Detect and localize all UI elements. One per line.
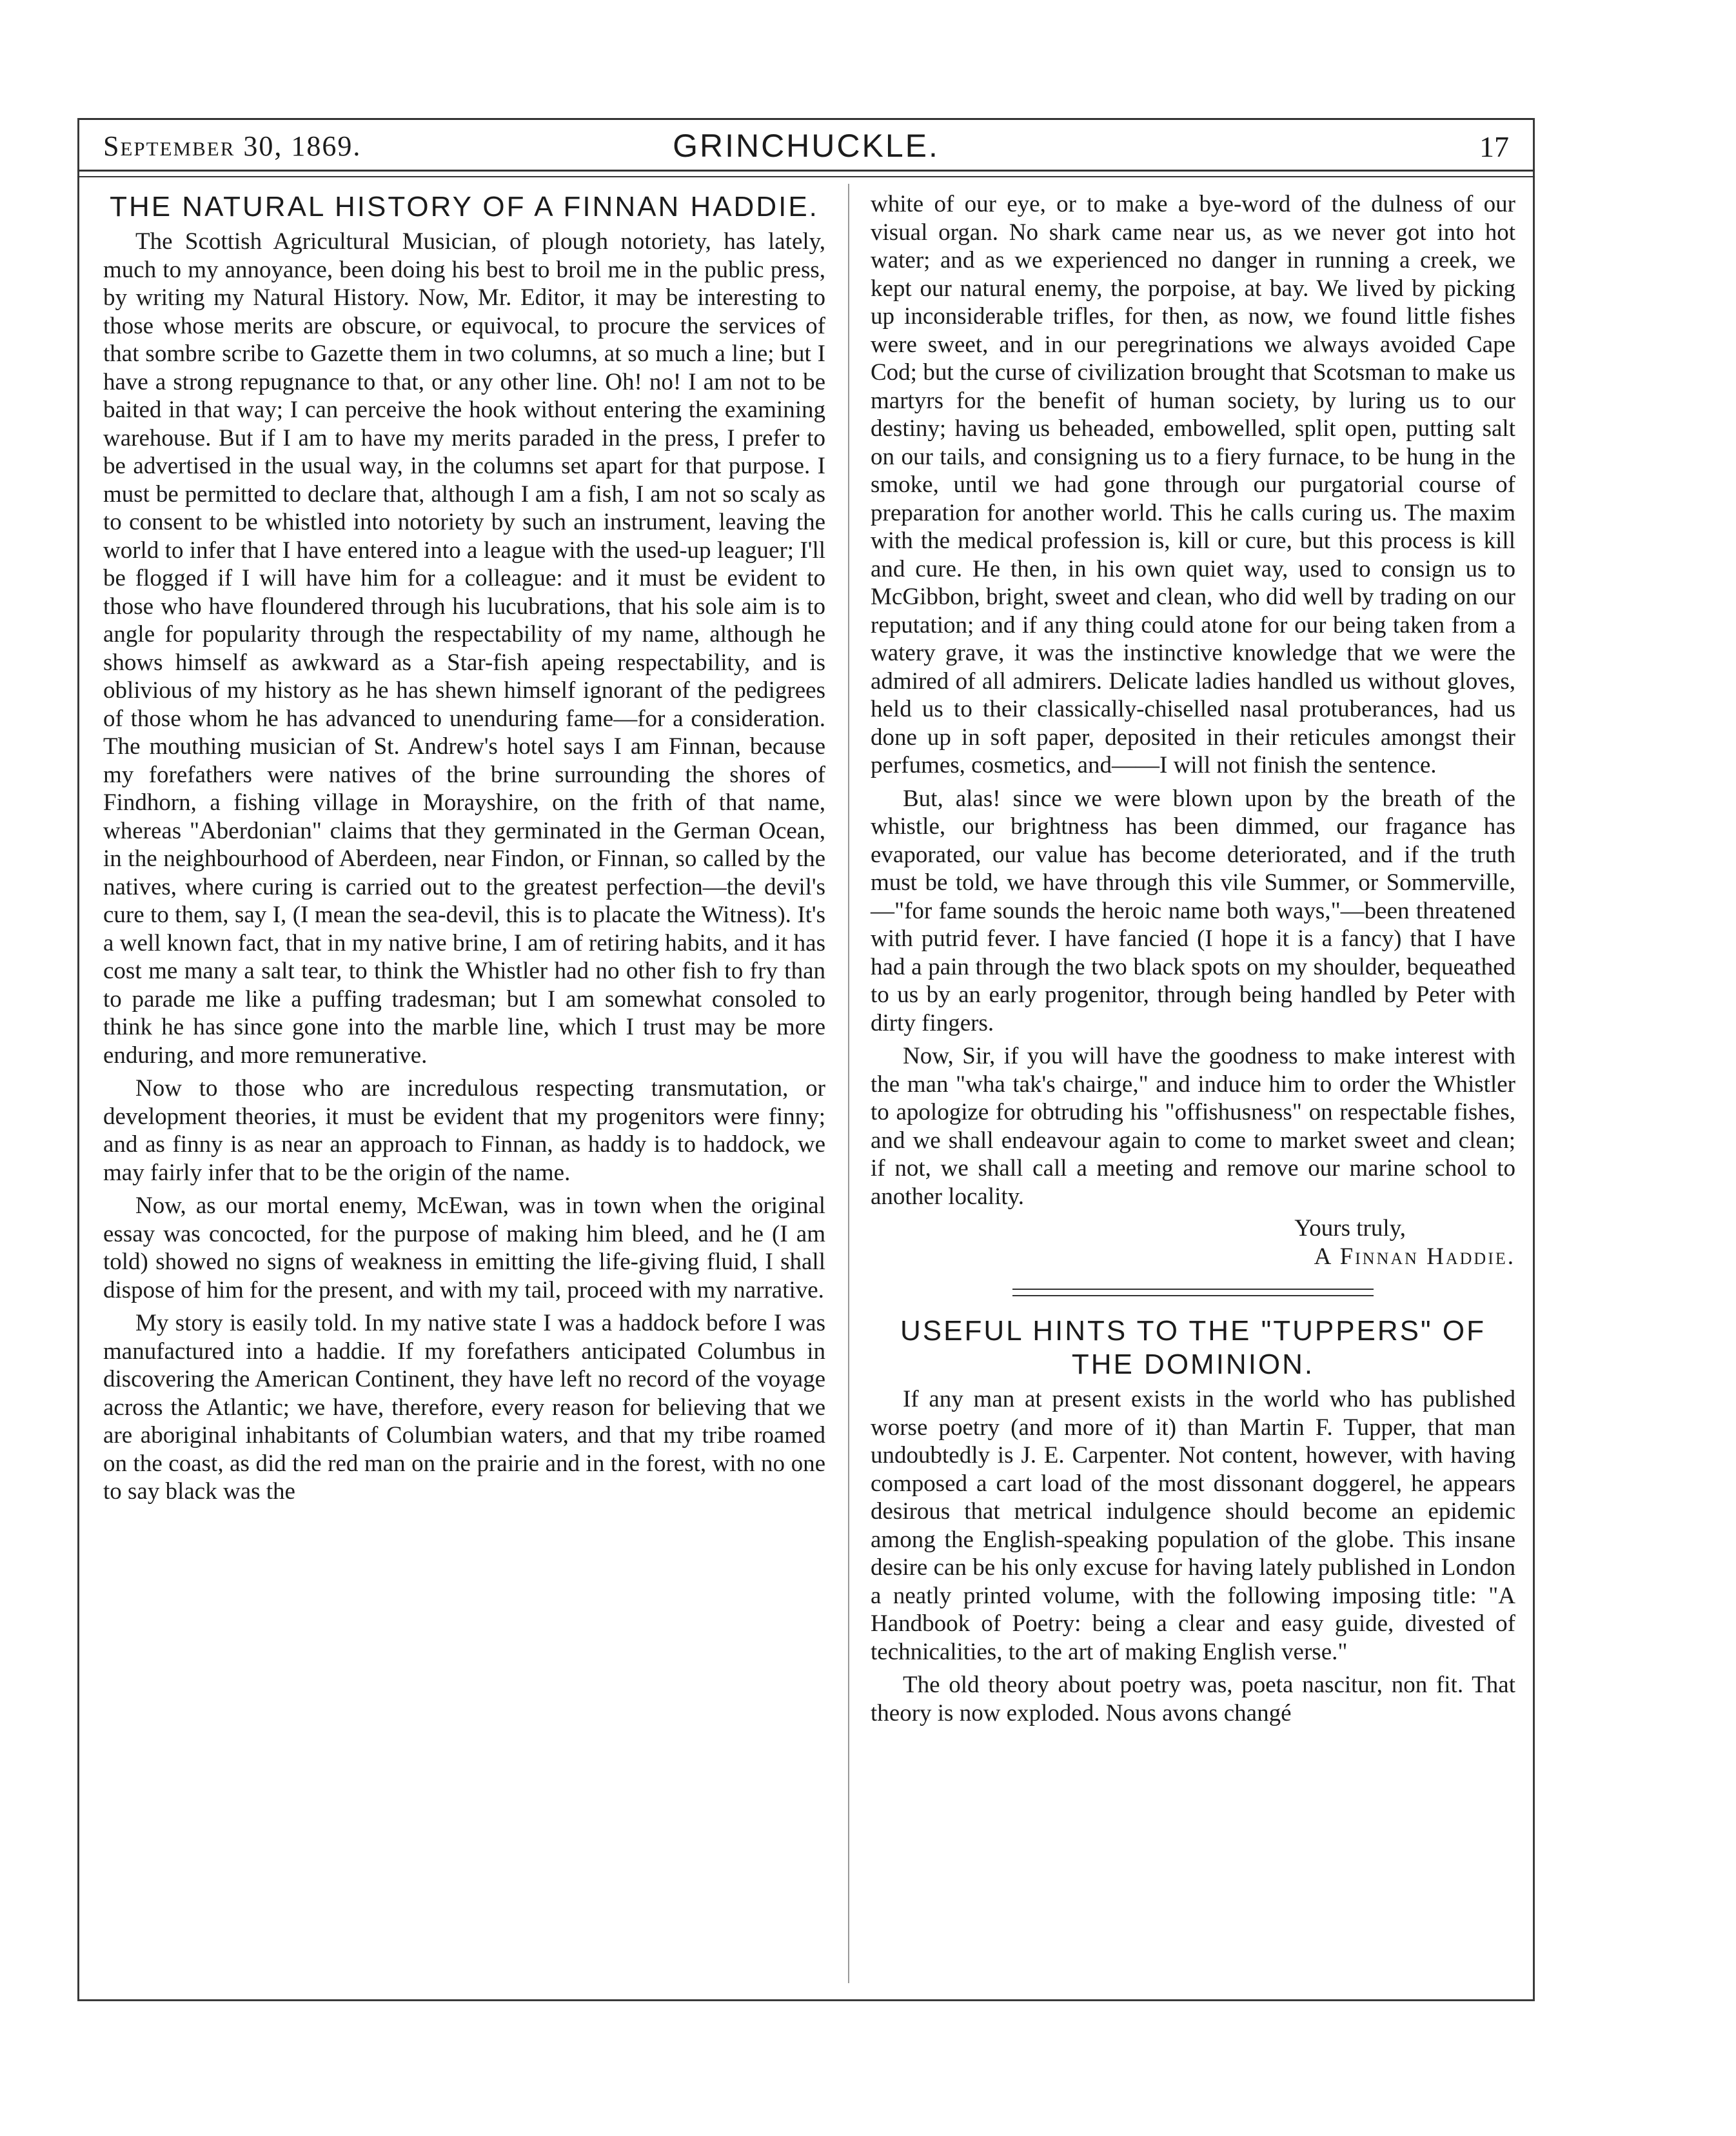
running-head <box>103 126 1509 164</box>
paragraph: Now, Sir, if you will have the goodness to make interest with the man "wha tak's chairge," and induce him to order the Whistler to apologize for obtruding his "offishusness" on respectable fishes, and we shall endeavour again to come to market sweet and clean; if not, we shall call a meeting and remove our marine school to another locality. <box>871 1043 1515 1210</box>
header-rule-lower <box>77 176 1535 177</box>
signoff <box>871 1214 1515 1271</box>
paragraph: The Scottish Agricultural Musician, of plough notoriety, has lately, much to my annoyance, been doing his best to broil me in the public press, by writing my Natural History. Now, Mr. Editor, it may be interesting to those whose merits are obscure, or equivocal, to procure the services of that sombre scribe to Gazette them in two columns, at so much a line; but I have a strong repugnance to that, or any other line. Oh! no! I am not to be baited in that way; I can perceive the hook without entering the examining warehouse. But if I am to have my merits paraded in the press, I prefer to be advertised in the usual way, in the columns set apart for that purpose. I must be permitted to declare that, although I am a fish, I am not so scaly as to consent to be whistled into notoriety by such an instrument, leaving the world to infer that I have entered into a league with the used-up leaguer; I'll be flogged if I will have him for a colleague: and it must be evident to those who have floundered through his lucubrations, that his sole aim is to angle for popularity through the respectability of my name, although he shows himself as awkward as a Star-fish apeing respectability, and is oblivious of my history as he has shewn himself ignorant of the pedigrees of those whom he has advanced to unenduring fame—for a consideration. The mouthing musician of St. Andrew's hotel says I am Finnan, because my forefathers were natives of the brine surrounding the shores of Findhorn, a fishing village in Morayshire, on the frith of that name, whereas "Aberdonian" claims that they germinated in the German Ocean, in the neighbourhood of Aberdeen, near Findon, or Finnan, so called by the natives, where curing is carried out to the greatest perfection—the devil's cure to them, say I, (I mean the sea-devil, this is to placate the Witness). It's a well known fact, that in my native brine, I am of retiring habits, and it has cost me many a salt tear, to think the Whistler had no other fish to fry than to parade me like a puffing tradesman; but I am somewhat consoled to think he has since gone into the marble line, which I trust may be more enduring, and more remunerative. <box>103 228 825 1069</box>
paragraph: The old theory about poetry was, poeta nascitur, non fit. That theory is now exploded. Nous avons changé <box>871 1672 1515 1726</box>
issue-date: September 30, 1869. <box>103 130 362 162</box>
left-column <box>103 190 825 1506</box>
right-column <box>871 190 1515 1727</box>
paragraph: If any man at present exists in the world who has published worse poetry (and more of it) than Martin F. Tupper, that man undoubtedly is J. E. Carpenter. Not content, however, with having composed a cart load of the most dissonant doggerel, he appears desirous that metrical indulgence should become an epidemic among the English-speaking population of the globe. This insane desire can be his only excuse for having lately published in London a neatly printed volume, with the following imposing title: "A Handbook of Poetry: being a clear and easy guide, divested of technicalities, to the art of making English verse." <box>871 1386 1515 1665</box>
header-rule-upper <box>77 170 1535 172</box>
closing: Yours truly, <box>1294 1215 1406 1241</box>
publication-title: GRINCHUCKLE. <box>673 128 940 164</box>
paragraph: Now, as our mortal enemy, McEwan, was in town when the original essay was concocted, for the purpose of making him bleed, and he (I am told) showed no signs of weakness in emitting the life-giving fluid, I shall dispose of him for the present, and with my tail, proceed with my narrative. <box>103 1192 825 1303</box>
paragraph-continued: white of our eye, or to make a bye-word of the dulness of our visual organ. No shark came near us, as we never got into hot water; and as we experienced no danger in running a creek, we kept our natural enemy, the porpoise, at bay. We lived by picking up inconsiderable trifles, for then, as now, we found little fishes were sweet, and in our peregrinations we always avoided Cape Cod; but the curse of civilization brought that Scotsman to make us martyrs for the benefit of human society, by luring us to our destiny; having us beheaded, embowelled, split open, putting salt on our tails, and consigning us to a fiery furnace, to be hung in the smoke, until we had gone through our purgatorial course of preparation for another world. This he calls curing us. The maxim with the medical profession is, kill or cure, but this process is kill and cure. He then, in his own quiet way, used to consign us to McGibbon, bright, sweet and clean, who did well by trading on our reputation; and if any thing could atone for our being taken from a watery grave, it was the instinctive knowledge that we were the admired of all admirers. Delicate ladies handled us without gloves, held us to their classically-chiselled nasal protuberances, had us done up in soft paper, deposited in their reticules amongst their perfumes, cosmetics, and——I will not finish the sentence. <box>871 191 1515 778</box>
newspaper-page <box>77 100 1535 2002</box>
paragraph: My story is easily told. In my native state I was a haddock before I was manufactured into a haddie. If my forefathers anticipated Columbus in discovering the American Continent, they have left no record of the voyage across the Atlantic; we have, therefore, every reason for believing that we are aboriginal inhabitants of Columbian waters, and that my tribe roamed on the coast, as did the red man on the prairie and in the forest, with no one to say black was the <box>103 1310 825 1505</box>
page-number: 17 <box>1479 130 1509 163</box>
paragraph: But, alas! since we were blown upon by the breath of the whistle, our brightness has been dimmed, our fragance has evaporated, our value has become deteriorated, and if the truth must be told, we have through this vile Summer, or Sommerville,—"for fame sounds the heroic name both ways,"—been threatened with putrid fever. I have fancied (I hope it is a fancy) that I have had a pain through the two black spots on my shoulder, bequeathed to us by an early progenitor, through being handled by Peter with dirty fingers. <box>871 785 1515 1036</box>
column-divider <box>848 184 849 1983</box>
article-title: USEFUL HINTS TO THE "TUPPERS" OF THE DOMINION. <box>900 1315 1486 1380</box>
signature: A Finnan Haddie. <box>1314 1243 1515 1270</box>
article-title: THE NATURAL HISTORY OF A FINNAN HADDIE. <box>110 191 819 222</box>
article-separator <box>1012 1289 1374 1296</box>
paragraph: Now to those who are incredulous respecting transmutation, or development theories, it must be evident that my progenitors were finny; and as finny is as near an approach to Finnan, as haddy is to haddock, we may fairly infer that to be the origin of the name. <box>103 1075 825 1186</box>
